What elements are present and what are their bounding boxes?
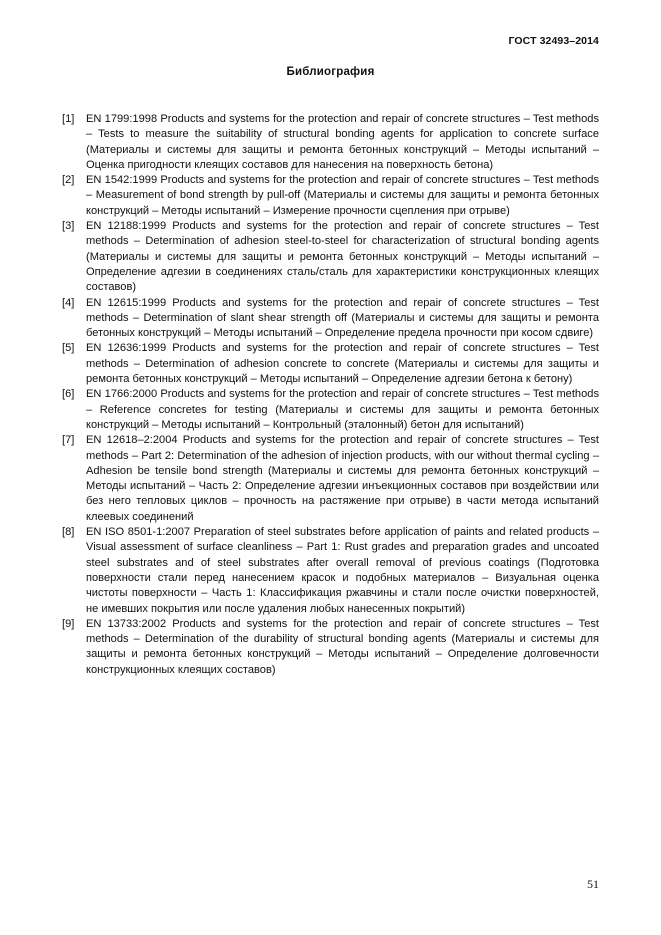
bibliography-item	[62, 433, 599, 525]
reference-text: EN 1542:1999 Products and systems for the protection and repair of concrete structures – Test methods – Measurement of bond strength by pull-off (Материалы и системы для защиты и ремонта бетонных конструкций – Методы испытаний – Измерение прочности сцепления при отрыве)	[86, 174, 599, 217]
bibliography-item	[62, 525, 599, 617]
reference-text: EN 12188:1999 Products and systems for the protection and repair of concrete structures – Test methods – Determination of adhesion steel-to-steel for characterization of structural bonding agents (Материалы и системы для защиты и ремонта бетонных конструкций – Методы испытаний – Определение адгезии в соединениях сталь/сталь для характеристики конструкционных клеящих составов)	[86, 220, 599, 294]
bibliography-item	[62, 173, 599, 219]
document-code: ГОСТ 32493–2014	[508, 35, 599, 47]
reference-number: [1]	[62, 113, 75, 125]
bibliography-item	[62, 617, 599, 678]
reference-text: EN ISO 8501-1:2007 Preparation of steel substrates before application of paints and related products – Visual assessment of surface cleanliness – Part 1: Rust grades and preparation grades and uncoated steel substrates and of steel substrates after overall removal of previous coatings (Подготовка поверхности стали перед нанесением красок и подобных материалов – Визуальная оценка чистоты поверхности – Часть 1: Классификация ржавчины и стали после очистки поверхностей, не имевших покрытия или после удаления любых нанесенных покрытий)	[86, 526, 599, 615]
page-title: Библиография	[286, 66, 375, 78]
reference-number: [5]	[62, 342, 75, 355]
reference-text: EN 12615:1999 Products and systems for the protection and repair of concrete structures – Test methods – Determination of slant shear strength off (Материалы и системы для защиты и ремонта бетонных конструкций – Методы испытаний – Определение предела прочности при косом сдвиге)	[86, 296, 599, 340]
reference-text: EN 1799:1998 Products and systems for the protection and repair of concrete structures – Test methods – Tests to measure the suitability of structural bonding agents for application to concrete surface (Материалы и системы для защиты и ремонта бетонных конструкций – Методы испытаний – Оценка пригодности клеящих составов для нанесения на поверхность бетона)	[86, 113, 599, 171]
reference-number: [2]	[62, 174, 75, 187]
reference-number: [8]	[62, 526, 75, 539]
bibliography-item	[62, 296, 599, 342]
page-number: 51	[587, 877, 599, 891]
reference-number: [9]	[62, 617, 75, 630]
reference-number: [4]	[62, 296, 75, 309]
bibliography-list	[62, 112, 599, 678]
reference-number: [6]	[62, 388, 75, 401]
bibliography-item	[62, 112, 599, 173]
reference-number: [7]	[62, 434, 75, 447]
bibliography-item	[62, 219, 599, 295]
reference-text: EN 13733:2002 Products and systems for the protection and repair of concrete structures – Test methods – Determination of the durability of structural bonding agents (Материалы и системы для защиты и ремонта бетонных конструкций – Методы испытаний – Определение долговечности конструкционных клеящих составов)	[86, 617, 599, 676]
bibliography-item	[62, 341, 599, 387]
reference-text: EN 12636:1999 Products and systems for the protection and repair of concrete structures – Test methods – Determination of adhesion concrete to concrete (Материалы и системы для защиты и ремонта бетонных конструкций – Методы испытаний – Определение адгезии бетона к бетону)	[86, 342, 599, 386]
reference-text: EN 12618–2:2004 Products and systems for the protection and repair of concrete structures – Test methods – Part 2: Determination of the adhesion of injection products, with our without thermal cycling – Adhesion be tensile bond strength (Материалы и системы для ремонта бетонных конструкций – Методы испытаний – Часть 2: Определение адгезии инъекционных составов при воздействии или без него тепловых циклов – прочность на растяжение при отрыве) в части метода испытаний клеевых соединений	[86, 434, 599, 523]
bibliography-item	[62, 387, 599, 433]
reference-number: [3]	[62, 220, 75, 233]
reference-text: EN 1766:2000 Products and systems for the protection and repair of concrete structures – Test methods – Reference concretes for testing (Материалы и системы для защиты и ремонта бетонных конструкций – Методы испытаний – Контрольный (эталонный) бетон для испытаний)	[86, 388, 599, 431]
